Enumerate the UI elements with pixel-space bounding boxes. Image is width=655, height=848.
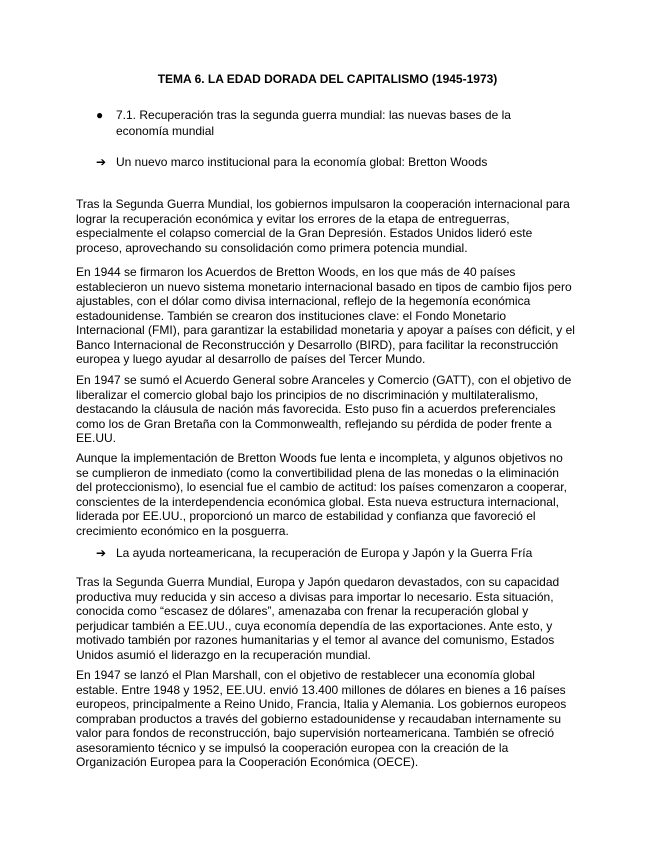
paragraph-marshall-plan: En 1947 se lanzó el Plan Marshall, con el objetivo de restablecer una economía global estable. Entre 1948 y 1952, EE.UU. envió 13.400 millones de dólares en bienes a 16 países europeos, principalmente a Reino Unido, Francia, Italia y Alemania. Los gobiernos europeos compraban productos a través del gobierno estadounidense y recaudaban internamente su valor para fondos de reconstrucción, bajo supervisión norteamericana. También se ofreció asesoramiento técnico y se impulsó la cooperación europea con la creación de la Organización Europea para la Cooperación Económica (OECE). [76, 668, 567, 769]
section-heading-text: 7.1. Recuperación tras la segunda guerra mundial: las nuevas bases de la economía mundial [116, 108, 511, 138]
document-title: TEMA 6. LA EDAD DORADA DEL CAPITALISMO (1945-1973) [157, 72, 498, 86]
paragraph-gatt: En 1947 se sumó el Acuerdo General sobre Aranceles y Comercio (GATT), con el objetivo de liberalizar el comercio global bajo los principios de no discriminación y multilateralismo, destacando la cláusula de nación más favorecida. Esto puso fin a acuerdos preferenciales como los de Gran Bretaña con la Commonwealth, reflejando su pérdida de poder frente a EE.UU. [76, 373, 572, 445]
bullet-dot-icon: ● [96, 108, 104, 122]
paragraph-dollar-shortage: Tras la Segunda Guerra Mundial, Europa y Japón quedaron devastados, con su capacidad productiva muy reducida y sin acceso a divisas para importar lo necesario. Esta situación, conocida como “escasez de dólares”, amenazaba con frenar la recuperación global y perjudicar también a EE.UU., cuya economía dependía de las exportaciones. Ante esto, y motivado también por razones humanitarias y el temor al avance del comunismo, Estados Unidos asumió el liderazgo en la recuperación mundial. [76, 575, 560, 662]
arrow-right-icon: ➔ [96, 155, 107, 169]
paragraph-implementation: Aunque la implementación de Bretton Woods fue lenta e incompleta, y algunos objetivos no se cumplieron de inmediato (como la convertibilidad plena de las monedas o la eliminación del proteccionismo), lo esencial fue el cambio de actitud: los países comenzaron a cooperar, conscientes de la interdependencia económica global. Esta nueva estructura internacional, liderada por EE.UU., proporcionó un marco de estabilidad y confianza que favoreció el crecimiento económico en la posguerra. [76, 451, 567, 538]
subsection-heading-text: La ayuda norteamericana, la recuperación de Europa y Japón y la Guerra Fría [116, 546, 533, 560]
subsection-heading-text: Un nuevo marco institucional para la economía global: Bretton Woods [116, 155, 488, 169]
arrow-right-icon: ➔ [96, 546, 107, 560]
paragraph-cooperation: Tras la Segunda Guerra Mundial, los gobiernos impulsaron la cooperación internacional para lograr la recuperación económica y evitar los errores de la etapa de entreguerras, especialmente el colapso comercial de la Gran Depresión. Estados Unidos lideró este proceso, aprovechando su consolidación como primera potencia mundial. [76, 197, 570, 255]
paragraph-bretton-woods: En 1944 se firmaron los Acuerdos de Bretton Woods, en los que más de 40 países establecieron un nuevo sistema monetario internacional basado en tipos de cambio fijos pero ajustables, con el dólar como divisa internacional, reflejo de la hegemonía económica estadounidense. También se crearon dos instituciones clave: el Fondo Monetario Internacional (FMI), para garantizar la estabilidad monetaria y apoyar a países con déficit, y el Banco Internacional de Reconstrucción y Desarrollo (BIRD), para facilitar la reconstrucción europea y luego ayudar al desarrollo de países del Tercer Mundo. [76, 265, 575, 366]
